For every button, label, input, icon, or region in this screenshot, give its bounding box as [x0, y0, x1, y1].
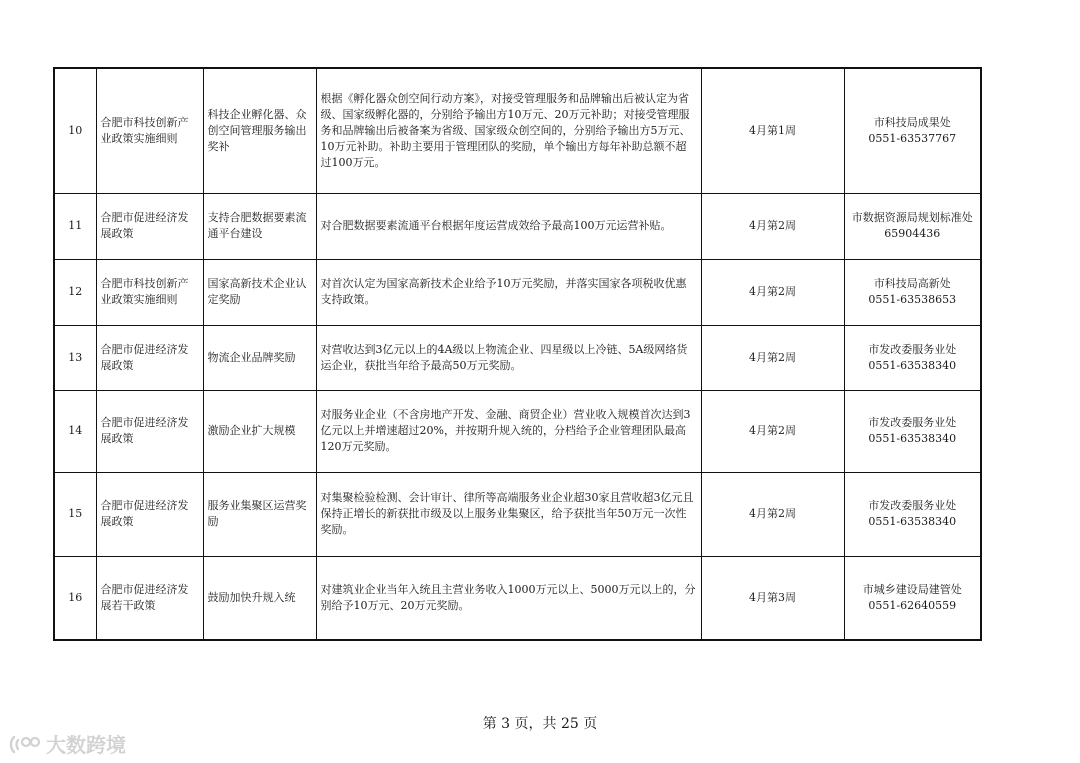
- release-time: 4月第2周: [701, 325, 844, 390]
- policy-content: 对合肥数据要素流通平台根据年度运营成效给予最高100万元运营补贴。: [316, 193, 701, 259]
- policy-name: 合肥市科技创新产业政策实施细则: [96, 68, 203, 193]
- contact-phone: 0551-62640559: [868, 598, 957, 612]
- policy-content: 对营收达到3亿元以上的4A级以上物流企业、四星级以上冷链、5A级网络货运企业，获批当年给予最高50万元奖励。: [316, 325, 701, 390]
- policy-name: 合肥市促进经济发展政策: [96, 390, 203, 472]
- row-number: 12: [54, 259, 96, 325]
- row-number: 10: [54, 68, 96, 193]
- row-number: 15: [54, 472, 96, 556]
- row-number: 11: [54, 193, 96, 259]
- table-row: [54, 193, 981, 259]
- contact-cell: [844, 556, 981, 640]
- support-item: 科技企业孵化器、众创空间管理服务输出奖补: [203, 68, 316, 193]
- row-number: 16: [54, 556, 96, 640]
- policy-name: 合肥市科技创新产业政策实施细则: [96, 259, 203, 325]
- contact-phone: 0551-63537767: [868, 131, 957, 145]
- contact-phone: 0551-63538340: [868, 515, 957, 528]
- support-item: 物流企业品牌奖励: [203, 325, 316, 390]
- contact-phone: 0551-63538340: [868, 358, 957, 372]
- contact-department: 市发改委服务业处: [868, 416, 957, 429]
- contact-department: 市科技局高新处: [873, 277, 951, 290]
- contact-phone: 0551-63538653: [868, 293, 957, 306]
- row-number: 13: [54, 325, 96, 390]
- policy-content: 对集聚检验检测、会计审计、律所等高端服务业企业超30家且营收超3亿元且保持正增长的新获批市级及以上服务业集聚区，给予获批当年50万元一次性奖励。: [316, 472, 701, 556]
- contact-department: 市发改委服务业处: [868, 342, 957, 356]
- release-time: 4月第2周: [701, 259, 844, 325]
- support-item: 支持合肥数据要素流通平台建设: [203, 193, 316, 259]
- support-item: 激励企业扩大规模: [203, 390, 316, 472]
- contact-cell: [844, 259, 981, 325]
- table-row: [54, 556, 981, 640]
- contact-cell: [844, 325, 981, 390]
- policy-content: 对建筑业企业当年入统且主营业务收入1000万元以上、5000万元以上的，分别给予10万元、20万元奖励。: [316, 556, 701, 640]
- contact-cell: [844, 193, 981, 259]
- contact-cell: [844, 472, 981, 556]
- policy-name: 合肥市促进经济发展政策: [96, 472, 203, 556]
- contact-cell: [844, 390, 981, 472]
- support-item: 服务业集聚区运营奖励: [203, 472, 316, 556]
- policy-table-body: [54, 68, 981, 640]
- table-row: [54, 325, 981, 390]
- contact-department: 市科技局成果处: [873, 115, 951, 129]
- support-item: 鼓励加快升规入统: [203, 556, 316, 640]
- contact-cell: [844, 68, 981, 193]
- release-time: 4月第2周: [701, 390, 844, 472]
- policy-table: [53, 67, 982, 641]
- policy-name: 合肥市促进经济发展政策: [96, 193, 203, 259]
- page-number: 第 3 页，共 25 页: [482, 716, 598, 732]
- support-item: 国家高新技术企业认定奖励: [203, 259, 316, 325]
- policy-name: 合肥市促进经济发展政策: [96, 325, 203, 390]
- table-row: [54, 68, 981, 193]
- row-number: 14: [54, 390, 96, 472]
- watermark-text: 大数跨境: [46, 733, 126, 757]
- release-time: 4月第2周: [701, 193, 844, 259]
- contact-department: 市数据资源局规划标准处: [851, 211, 973, 224]
- table-row: [54, 259, 981, 325]
- policy-content: 根据《孵化器众创空间行动方案》，对接受管理服务和品牌输出后被认定为省级、国家级孵化器的，分别给予输出方10万元、20万元补助；对接受管理服务和品牌输出后被备案为省级、国家级众创空间的，分别给予输出方5万元、10万元补助。补助主要用于管理团队的奖励，单个输出方每年补助总额不超过100万元。: [316, 68, 701, 193]
- release-time: 4月第1周: [701, 68, 844, 193]
- policy-name: 合肥市促进经济发展若干政策: [96, 556, 203, 640]
- table-row: [54, 390, 981, 472]
- contact-department: 市城乡建设局建管处: [862, 582, 962, 596]
- release-time: 4月第3周: [701, 556, 844, 640]
- policy-content: 对首次认定为国家高新技术企业给予10万元奖励，并落实国家各项税收优惠支持政策。: [316, 259, 701, 325]
- contact-phone: 65904436: [884, 227, 941, 240]
- release-time: 4月第2周: [701, 472, 844, 556]
- policy-content: 对服务业企业（不含房地产开发、金融、商贸企业）营业收入规模首次达到3亿元以上并增速超过20%，并按期升规入统的，分档给予企业管理团队最高120万元奖励。: [316, 390, 701, 472]
- watermark: [8, 729, 126, 758]
- contact-phone: 0551-63538340: [868, 432, 957, 445]
- table-row: [54, 472, 981, 556]
- contact-department: 市发改委服务业处: [868, 499, 957, 512]
- logo-icon: [8, 733, 42, 755]
